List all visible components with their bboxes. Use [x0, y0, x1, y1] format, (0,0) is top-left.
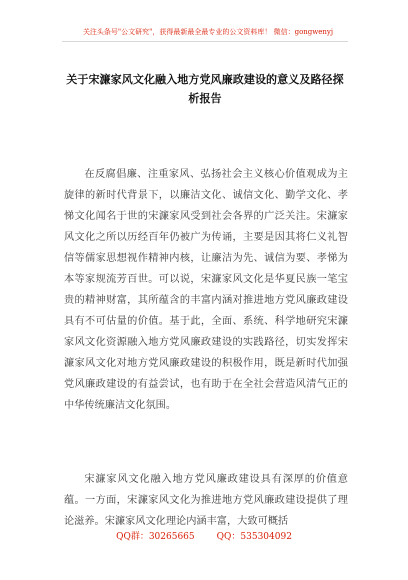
header-divider	[62, 41, 348, 42]
body-paragraph-1: 在反腐倡廉、注重家风、弘扬社会主义核心价值观成为主旋律的新时代背景下，以廉洁文化、诚信文化、勤学文化、孝悌文化闻名于世的宋濂家风受到社会各界的广泛关注。宋濂家风文化之所以历经百年仍被广为传诵，主要是因其将仁义礼智信等儒家思想视作精神内核，让廉洁为先、诚信为要、孝悌为本等家规流芳百世。可以说，宋濂家风文化是华夏民族一笔宝贵的精神财富，其所蕴含的丰富内涵对推进地方党风廉政建设具有不可估量的价值。基于此，全面、系统、科学地研究宋濂家风文化资源融入地方党风廉政建设的实践路径，切实发挥宋濂家风文化对地方党风廉政建设的积极作用，既是新时代加强党风廉政建设的有益尝试，也有助于在全社会营造风清气正的中华传统廉洁文化氛围。	[64, 169, 348, 411]
qq-group-number: QQ群：30265665	[116, 532, 195, 542]
qq-number: QQ：535304092	[216, 532, 292, 542]
document-title: 关于宋濂家风文化融入地方党风廉政建设的意义及路径探析报告	[66, 73, 344, 105]
promo-banner-text: 关注头条号"公文研究"，获得最新最全最专业的公文资料库！ 微信：gongwenyj	[82, 28, 334, 36]
body-paragraph-2: 宋濂家风文化融入地方党风廉政建设具有深厚的价值意蕴。一方面，宋濂家风文化为推进地方党风廉政建设提供了理论滋养。宋濂家风文化理论内涵丰富，大致可概括	[64, 474, 348, 527]
footer-contact	[0, 531, 408, 543]
